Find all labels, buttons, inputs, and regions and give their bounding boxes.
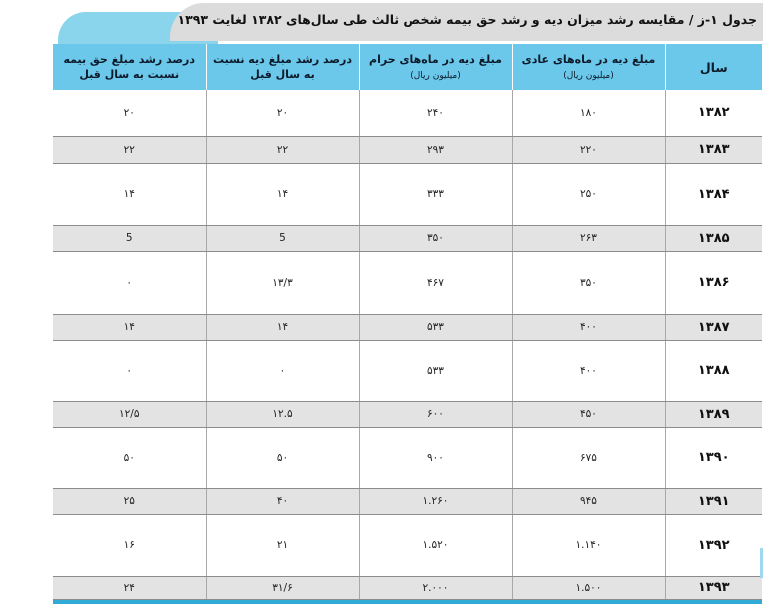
cell-diyeh-growth: ۲۰	[206, 90, 359, 136]
title-banner	[0, 0, 763, 48]
cell-haram: ۲۹۳	[359, 136, 512, 163]
diyeh-table	[53, 44, 762, 600]
cell-regular: ۶۷۵	[512, 427, 665, 488]
table-row	[53, 251, 762, 314]
table-row	[53, 488, 762, 514]
table-row	[53, 340, 762, 401]
table-row	[53, 163, 762, 225]
cell-haram: ۳۳۳	[359, 163, 512, 225]
cell-year: ۱۳۸۴	[665, 163, 762, 225]
cell-haram: ۲.۰۰۰	[359, 576, 512, 599]
header-premium-growth: درصد رشد مبلغ حق بیمه نسبت به سال قبل	[53, 44, 206, 90]
cell-regular: ۳۵۰	[512, 251, 665, 314]
cell-regular: ۲۲۰	[512, 136, 665, 163]
cell-haram: ۳۵۰	[359, 225, 512, 251]
cell-premium-growth: ۲۴	[53, 576, 206, 599]
header-regular-months	[512, 44, 665, 90]
cell-year: ۱۳۹۳	[665, 576, 762, 599]
cell-year: ۱۳۸۳	[665, 136, 762, 163]
cell-regular: ۴۰۰	[512, 314, 665, 340]
table-row	[53, 401, 762, 427]
table-container	[53, 44, 762, 600]
cell-regular: ۲۶۳	[512, 225, 665, 251]
cell-diyeh-growth: ۵۰	[206, 427, 359, 488]
cell-haram: ۲۴۰	[359, 90, 512, 136]
cell-premium-growth: ۵۰	[53, 427, 206, 488]
cell-premium-growth: ۱۴	[53, 163, 206, 225]
header-diyeh-growth: درصد رشد مبلغ دیه نسبت به سال قبل	[206, 44, 359, 90]
cell-year: ۱۳۹۲	[665, 514, 762, 576]
cell-diyeh-growth: 5	[206, 225, 359, 251]
cell-year: ۱۳۸۵	[665, 225, 762, 251]
cell-haram: ۵۳۳	[359, 314, 512, 340]
cell-diyeh-growth: ۱۴	[206, 314, 359, 340]
cell-diyeh-growth: ۱۳/۳	[206, 251, 359, 314]
table-row	[53, 427, 762, 488]
table-row	[53, 314, 762, 340]
cell-haram: ۱.۲۶۰	[359, 488, 512, 514]
cell-regular: ۱۸۰	[512, 90, 665, 136]
cell-premium-growth: ۲۵	[53, 488, 206, 514]
cell-premium-growth: ۲۲	[53, 136, 206, 163]
header-regular-unit: (میلیون ریال)	[563, 70, 614, 81]
cell-premium-growth: ۰	[53, 251, 206, 314]
cell-year: ۱۳۸۸	[665, 340, 762, 401]
header-year: سال	[665, 44, 762, 90]
cell-diyeh-growth: ۲۲	[206, 136, 359, 163]
cell-diyeh-growth: ۱۴	[206, 163, 359, 225]
header-haram-months	[359, 44, 512, 90]
cell-premium-growth: ۲۰	[53, 90, 206, 136]
cell-diyeh-growth: ۴۰	[206, 488, 359, 514]
cell-regular: ۱.۵۰۰	[512, 576, 665, 599]
cell-premium-growth: ۱۴	[53, 314, 206, 340]
cell-premium-growth: ۱۶	[53, 514, 206, 576]
table-row	[53, 514, 762, 576]
cell-premium-growth: 5	[53, 225, 206, 251]
cell-regular: ۴۰۰	[512, 340, 665, 401]
table-row	[53, 90, 762, 136]
table-row	[53, 576, 762, 599]
cell-diyeh-growth: ۰	[206, 340, 359, 401]
cell-year: ۱۳۸۲	[665, 90, 762, 136]
cell-year: ۱۳۸۷	[665, 314, 762, 340]
cell-premium-growth: ۱۲/۵	[53, 401, 206, 427]
cell-regular: ۱.۱۴۰	[512, 514, 665, 576]
cell-regular: ۲۵۰	[512, 163, 665, 225]
cell-year: ۱۳۸۶	[665, 251, 762, 314]
table-row	[53, 225, 762, 251]
header-row	[53, 44, 762, 90]
cell-year: ۱۳۸۹	[665, 401, 762, 427]
header-haram-label: مبلغ دیه در ماه‌های حرام	[369, 52, 502, 66]
cell-haram: ۱.۵۲۰	[359, 514, 512, 576]
table-row	[53, 136, 762, 163]
header-regular-label: مبلغ دیه در ماه‌های عادی	[521, 52, 656, 66]
cell-diyeh-growth: ۲۱	[206, 514, 359, 576]
cell-regular: ۹۴۵	[512, 488, 665, 514]
header-haram-unit: (میلیون ریال)	[410, 70, 461, 81]
cell-diyeh-growth: ۳۱/۶	[206, 576, 359, 599]
table-title: جدول ۱-ز / مقایسه رشد میزان دیه و رشد حق بیمه شخص ثالث طی سال‌های ۱۳۸۲ لغایت ۱۳۹۳	[177, 12, 757, 27]
cell-premium-growth: ۰	[53, 340, 206, 401]
cell-haram: ۶۰۰	[359, 401, 512, 427]
cell-haram: ۴۶۷	[359, 251, 512, 314]
cell-haram: ۵۳۳	[359, 340, 512, 401]
cell-year: ۱۳۹۱	[665, 488, 762, 514]
bottom-rule	[53, 600, 762, 604]
cell-haram: ۹۰۰	[359, 427, 512, 488]
cell-diyeh-growth: ۱۲.۵	[206, 401, 359, 427]
cell-regular: ۴۵۰	[512, 401, 665, 427]
cell-year: ۱۳۹۰	[665, 427, 762, 488]
